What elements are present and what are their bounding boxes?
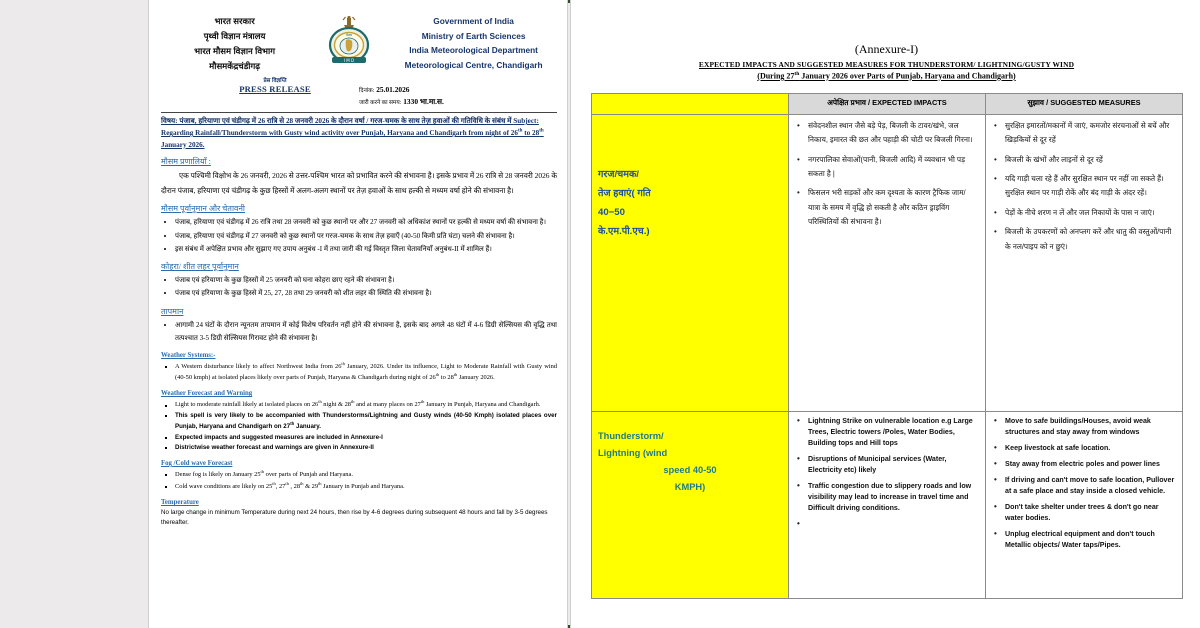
india-meteorological-department-emblem-icon: [324, 16, 374, 68]
table-row: [592, 411, 1183, 598]
subject-hindi: विषय: पंजाब, हरियाणा एवं चंडीगढ़ में 26 रात्रि से 28 जनवरी 2026 के दौरान वर्षा / गरज-चमक के साथ तेज़ हवाओं की गतिविधि के संबंध में: [161, 117, 512, 126]
letterhead-divider: [161, 112, 557, 113]
press-release-page: [148, 0, 568, 628]
subject-block: [161, 116, 557, 151]
emblem-container: [322, 14, 376, 68]
section-heading-weather-systems-hi: मौसम प्रणालियाँ :: [161, 157, 211, 167]
letterhead-hindi-line: मौसमकेंद्रचंडीगढ़: [209, 60, 261, 71]
list-item: ▪ Dense fog is likely on January 25th over parts of Punjab and Haryana.: [175, 469, 557, 480]
list-item: ▪ This spell is very likely to be accompanied with Thunderstorms/Lightning and Gusty winds (40-50 Kmph) isolated places over Punjab, Haryana and Chandigarh on 27th January.: [175, 411, 557, 431]
list-item: • फिसलन भरी सड़कों और कम दृश्यता के कारण ट्रैफिक जाम/ यात्रा के समय में वृद्धि हो सकती है और कठिन ड्राइविंग परिस्थितियों की संभावना है।: [808, 186, 979, 229]
measures-hindi-list: [992, 119, 1176, 255]
letterhead-english-line: Ministry of Earth Sciences: [421, 30, 526, 41]
fog-english-list: [161, 469, 557, 492]
list-item: • आगामी 24 घंटों के दौरान न्यूनतम तापमान में कोई विशेष परिवर्तन नहीं होने की संभावना है, इसके बाद अगले 48 घंटों में 4-6 डिग्री सेल्सियस की वृद्धि तथा तत्पश्चात 3-5 डिग्री सेल्सियस गिरावट होने की संभावना है।: [175, 319, 557, 346]
measures-english-list: [992, 416, 1176, 551]
date-label: दिनांक:: [359, 87, 375, 94]
category-cell-hindi: [592, 114, 789, 411]
list-item: ▪ Districtwise weather forecast and warnings are given in Annexure-II: [175, 443, 557, 453]
list-item: • Unplug electrical equipment and don't touch Metallic objects/ Water taps/Pipes.: [1005, 529, 1176, 551]
impacts-hindi-list: [795, 119, 979, 230]
list-item: • Move to safe buildings/Houses, avoid weak structures and stay away from windows: [1005, 416, 1176, 438]
impacts-cell-hindi: [789, 114, 986, 411]
list-item: ▪ Cold wave conditions are likely on 25th, 27th , 28th & 29th January in Punjab and Haryana.: [175, 481, 557, 492]
weather-systems-hindi-paragraph: एक पश्चिमी विक्षोभ के 26 जनवरी, 2026 से उत्तर-पश्चिम भारत को प्रभावित करने की संभावना है। इसके प्रभाव में 26 रात्रि से 28 जनवरी 2026 के दौरान पंजाब, हरियाणा एवं चंडीगढ़ के कुछ हिस्सों में अलग-अलग स्थानों पर तेज़ हवाओं के साथ हल्की से मध्यम वर्षा होने की संभावना है।: [161, 171, 557, 195]
annexure-period: (During 27th January 2026 over Parts of Punjab, Haryana and Chandigarh): [757, 71, 1016, 81]
list-item: • बिजली के खंभों और लाइनों से दूर रहें: [1005, 153, 1176, 167]
list-item: ▪ Expected impacts and suggested measures are included in Annexure-I: [175, 433, 557, 443]
list-item: • पंजाब, हरियाणा एवं चंडीगढ़ में 27 जनवरी को कुछ स्थानों पर गरज-चमक के साथ तेज़ हवाएँ (40-50 किमी प्रति घंटा) चलने की संभावना है।: [175, 230, 557, 243]
list-item: • पंजाब एवं हरियाणा के कुछ हिस्से में 25, 27, 28 तथा 29 जनवरी को शीत लहर की स्थिति की संभावना है।: [175, 287, 557, 300]
table-row: [592, 114, 1183, 411]
letterhead-english-line: Meteorological Centre, Chandigarh: [404, 59, 543, 70]
category-line: Lightning (wind: [598, 447, 668, 458]
weather-systems-english-list: [161, 361, 557, 383]
category-line: के.एम.पी.एच.): [598, 226, 650, 238]
impacts-measures-table: [591, 93, 1183, 599]
category-line: गरज/चमक/: [598, 168, 639, 180]
date-value: 25.01.2026: [376, 84, 410, 94]
category-hindi-text: [598, 119, 782, 242]
list-item: • नगरपालिका सेवाओं(पानी, बिजली आदि) में व्यवधान भी पड़ सकता है |: [808, 153, 979, 182]
subject-english: Subject: Regarding Rainfall/Thunderstorm with Gusty wind activity over Punjab, Haryana and Chandigarh from night of 26th to 28th January 2026.: [161, 117, 544, 149]
section-heading-fog-hi: कोहरा/ शीत लहर पूर्वानुमान: [161, 262, 239, 272]
section-heading-forecast-hi: मौसम पूर्वानुमान और चेतावनी: [161, 204, 245, 214]
forecast-english-list: [161, 399, 557, 453]
list-item: • बिजली के उपकरणों को अनप्लग करें और धातु की वस्तुओं/पानी के नल/पाइप को न छुएं।: [1005, 225, 1176, 254]
section-heading-temperature-hi: तापमान: [161, 306, 184, 316]
letterhead-english: [390, 14, 557, 72]
letterhead-hindi-line: पृथ्वी विज्ञान मंत्रालय: [203, 30, 266, 41]
press-release-labels: [209, 76, 341, 94]
column-header-suggested-measures: सुझाव / SUGGESTED MEASURES: [986, 93, 1183, 114]
list-item: • यदि गाड़ी चला रहे हैं और सुरक्षित स्थान पर नहीं जा सकते हैं। सुरक्षित स्थान पर गाड़ी रोकें और बंद गाड़ी के अंदर रहें।: [1005, 172, 1176, 201]
letterhead-hindi-line: भारत सरकार: [214, 16, 255, 26]
impacts-english-list: [795, 416, 979, 527]
list-item: • Don't take shelter under trees & don't go near water bodies.: [1005, 502, 1176, 524]
letterhead-english-line: Government of India: [433, 16, 514, 26]
category-line: तेज हवाएं( गति: [598, 187, 651, 199]
list-item: • पंजाब एवं हरियाणा के कुछ हिस्सों में 25 जनवरी को घना कोहरा छाए रहने की संभावना है।: [175, 274, 557, 287]
temperature-hindi-list: [161, 319, 557, 346]
annexure-title: (Annexure-I): [854, 42, 919, 56]
list-item: • If driving and can't move to safe location, Pullover at a safe place and stay inside a closed vehicle.: [1005, 475, 1176, 497]
section-heading-temperature-en: Temperature: [161, 499, 199, 507]
section-heading-forecast-en: Weather Forecast and Warning: [161, 390, 253, 398]
fog-hindi-list: [161, 274, 557, 301]
list-item: [808, 519, 979, 527]
list-item: • इस संबंध में अपेक्षित प्रभाव और सुझाए गए उपाय अनुबंध -I में तथा जारी की गई विस्तृत जिला चेतावनियाँ अनुबंध-II में शामिल हैं।: [175, 243, 557, 256]
column-header-expected-impacts: अपेक्षित प्रभाव / EXPECTED IMPACTS: [789, 93, 986, 114]
letterhead-hindi-line: भारत मौसम विज्ञान विभाग: [194, 45, 276, 56]
press-release-meta: [341, 76, 509, 109]
annexure-page: [570, 0, 1200, 628]
time-label: जारी करने का समय:: [359, 99, 402, 106]
temperature-english-text: No large change in minimum Temperature during next 24 hours, then rise by 4-6 degrees during subsequent 48 hours and fall by 3-5 degrees thereafter.: [161, 509, 548, 526]
list-item: • Keep livestock at safe location.: [1005, 443, 1176, 454]
list-item: ▪ A Western disturbance likely to affect Northwest India from 26th January, 2026. Under its influence, Light to Moderate Rainfall with Gusty wind (40-50 kmph) at isolated places likely over parts of Punjab, Haryana & Chandigarh during night of 26th to 28th January 2026.: [175, 361, 557, 383]
category-line: Thunderstorm/: [598, 430, 664, 441]
measures-cell-english: [986, 411, 1183, 598]
svg-text:I M D: I M D: [344, 58, 355, 63]
list-item: • संवेदनशील स्थान जैसे बड़े पेड़, बिजली के टावर/खंभे, जल निकाय, इमारत की छत और पहाड़ी की चोटी पर बिजली गिरना।: [808, 119, 979, 148]
list-item: • पेड़ों के नीचे शरण न लें और जल निकायों के पास न जाएं।: [1005, 206, 1176, 220]
list-item: • Traffic congestion due to slippery roads and low visibility may lead to increase in travel time and Difficult driving conditions.: [808, 481, 979, 514]
time-value: 1330 भा.मा.स.: [403, 96, 444, 106]
list-item: ▪ Light to moderate rainfall likely at isolated places on 26th night & 28th and at many places on 27th January in Punjab, Haryana and Chandigarh.: [175, 399, 557, 410]
list-item: • पंजाब, हरियाणा एवं चंडीगढ़ में 26 रात्रि तथा 28 जनवरी को कुछ स्थानों पर और 27 जनवरी को अधिकांश स्थानों पर हल्की से मध्यम वर्षा की संभावना है।: [175, 216, 557, 229]
measures-cell-hindi: [986, 114, 1183, 411]
release-time-row: [359, 96, 509, 108]
list-item: • Lightning Strike on vulnerable location e.g Large Trees, Electric towers /Poles, Water Bodies, Building tops and Hill tops: [808, 416, 979, 449]
letterhead-english-line: India Meteorological Department: [409, 45, 538, 56]
annexure-subtitle: EXPECTED IMPACTS AND SUGGESTED MEASURES FOR THUNDERSTORM/ LIGHTNING/GUSTY WIND: [698, 60, 1075, 69]
section-heading-fog-en: Fog /Cold wave Forecast: [161, 459, 233, 467]
category-english-text: [598, 416, 782, 497]
press-release-hindi-label: प्रेस विज्ञप्ति: [263, 77, 287, 84]
letterhead: [161, 8, 557, 74]
letterhead-hindi: [161, 14, 308, 74]
category-line: speed 40-50: [663, 465, 717, 476]
press-release-english-label: PRESS RELEASE: [239, 83, 311, 94]
list-item: • Disruptions of Municipal services (Water, Electricity etc) likely: [808, 454, 979, 476]
category-line: KMPH): [674, 482, 706, 493]
list-item: • सुरक्षित इमारतों/मकानों में जाएं, कमजोर संरचनाओं से बचें और खिड़कियों से दूर रहें: [1005, 119, 1176, 148]
column-header-category: [592, 93, 789, 114]
table-header-row: [592, 93, 1183, 114]
category-cell-english: [592, 411, 789, 598]
svg-text:मौसम: मौसम: [345, 33, 353, 37]
category-line: 40−50: [598, 207, 625, 219]
release-date-row: [359, 84, 509, 96]
forecast-hindi-list: [161, 216, 557, 256]
list-item: • Stay away from electric poles and power lines: [1005, 459, 1176, 470]
impacts-cell-english: [789, 411, 986, 598]
press-release-row: [161, 76, 557, 109]
section-heading-weather-systems-en: Weather Systems:-: [161, 352, 216, 360]
